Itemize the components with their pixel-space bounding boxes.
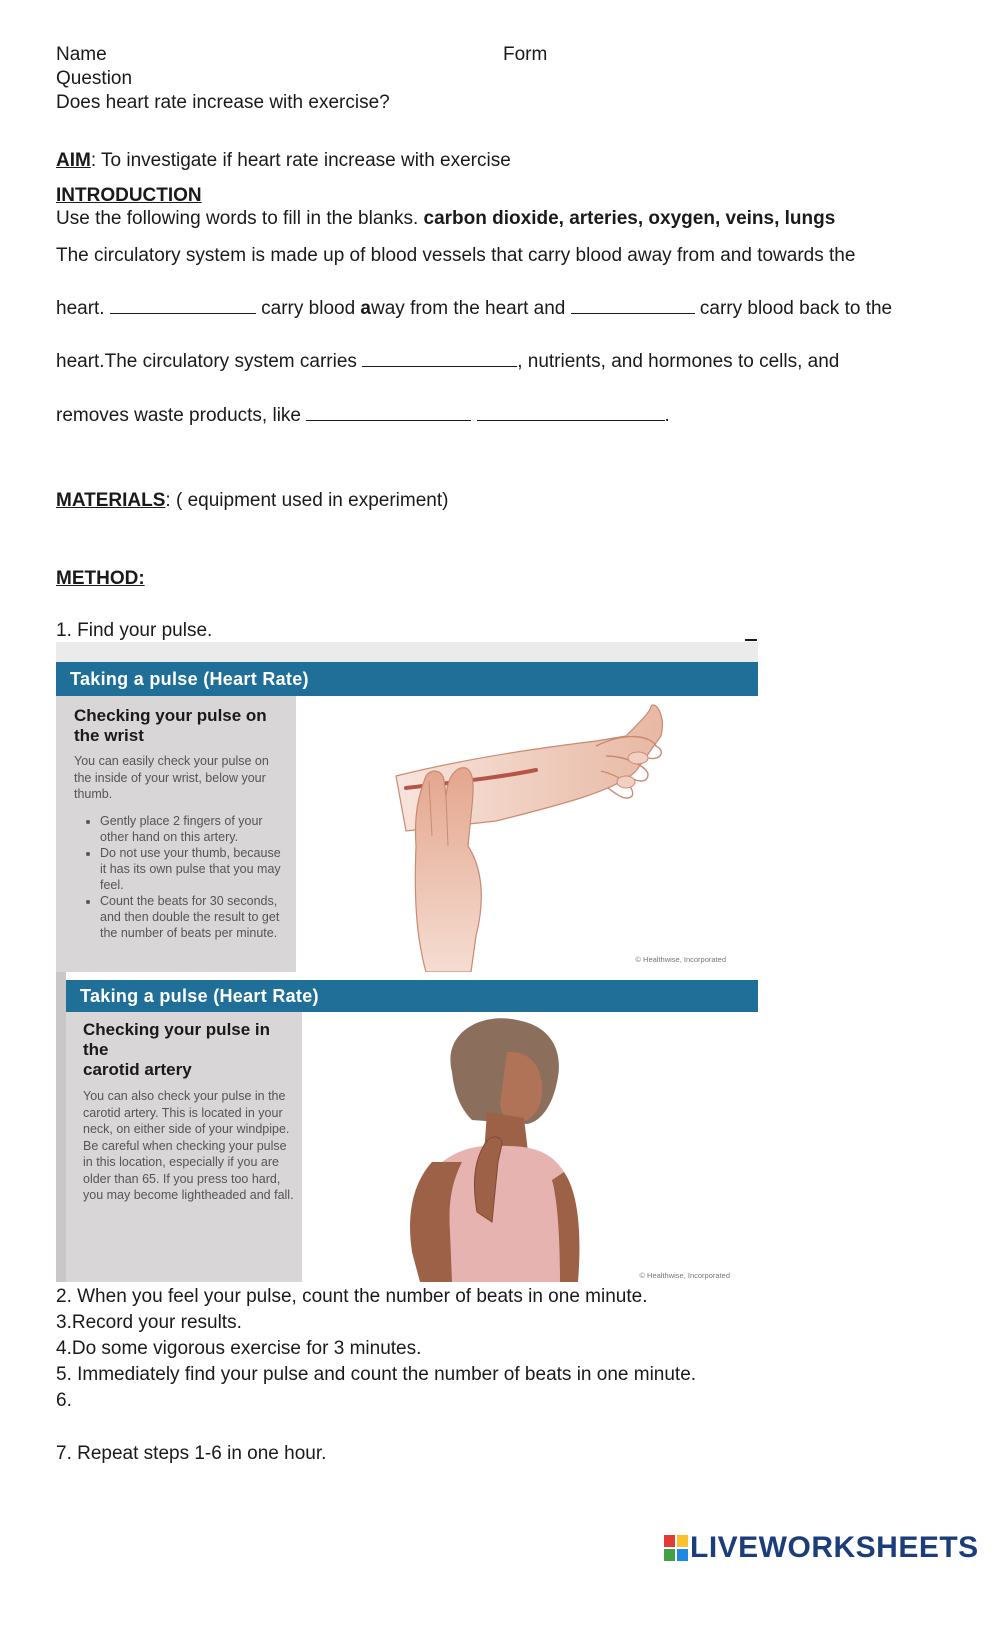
line2-text-b: carry blood xyxy=(255,298,361,319)
method-heading: METHOD: xyxy=(56,568,145,589)
intro-line-3 xyxy=(56,350,839,374)
question-label: Question xyxy=(56,68,133,89)
wrist-bullet: • Do not use your thumb, because it has its own pulse that you may feel. xyxy=(100,845,292,893)
wrist-figure-title: Taking a pulse (Heart Rate) xyxy=(56,662,758,696)
wrist-bullet-list xyxy=(74,813,292,941)
name-label: Name xyxy=(56,44,107,65)
line3-text-b: , nutrients, and hormones to cells, and xyxy=(517,351,840,372)
method-step-5: 5. Immediately find your pulse and count the number of beats in one minute. xyxy=(56,1364,697,1385)
wrist-pulse-figure xyxy=(56,642,758,972)
blank-arteries[interactable] xyxy=(110,299,256,314)
method-step-1: 1. Find your pulse. xyxy=(56,620,213,641)
blank-carbon-dioxide[interactable] xyxy=(306,406,471,421)
carotid-pulse-illustration xyxy=(302,1012,758,1282)
wrist-pulse-illustration xyxy=(296,696,758,972)
carotid-pulse-figure xyxy=(56,972,758,1282)
liveworksheets-logo[interactable] xyxy=(664,1531,979,1565)
wrist-bullet: • Count the beats for 30 seconds, and then double the result to get the number of beats per minute. xyxy=(100,893,292,941)
carotid-text-panel xyxy=(66,1012,302,1282)
method-step-3: 3.Record your results. xyxy=(56,1312,242,1333)
materials-text: : ( equipment used in experiment) xyxy=(165,490,449,511)
line2-bold-a: a xyxy=(360,298,371,319)
wrist-text-panel xyxy=(56,696,296,972)
introduction-heading: INTRODUCTION xyxy=(56,185,202,206)
carotid-body-6: older than 65. If you press too hard, xyxy=(83,1171,281,1186)
line2-text-a: heart. xyxy=(56,298,110,319)
carotid-body-7: you may become lightheaded and fall. xyxy=(83,1188,294,1202)
carotid-body-3: neck, on either side of your windpipe. xyxy=(83,1122,290,1136)
aim-label: AIM xyxy=(56,150,91,171)
wrist-credit: © Healthwise, Incorporated xyxy=(635,955,726,964)
line2-text-d: carry blood back to the xyxy=(694,298,893,319)
wrist-body-2: the inside of your wrist, below your xyxy=(74,770,266,785)
line4-period: . xyxy=(664,405,670,426)
carotid-left-strip xyxy=(56,972,66,1282)
intro-line-2 xyxy=(56,297,892,321)
wrist-heading-1: Checking your pulse on xyxy=(74,706,267,725)
materials-label: MATERIALS xyxy=(56,490,166,511)
carotid-body-1: You can also check your pulse in the xyxy=(83,1089,286,1103)
wrist-bullet: • Gently place 2 fingers of your other hand on this artery. xyxy=(100,813,292,845)
figure-top-strip xyxy=(56,642,758,662)
aim-line xyxy=(56,149,511,173)
line4-text-a: removes waste products, like xyxy=(56,405,307,426)
intro-line-4 xyxy=(56,404,670,428)
wrist-body-3: thumb. xyxy=(74,787,113,801)
carotid-credit: © Healthwise, Incorporated xyxy=(639,1271,730,1280)
method-step-4: 4.Do some vigorous exercise for 3 minutes. xyxy=(56,1338,422,1359)
logo-text: LIVEWORKSHEETS xyxy=(690,1531,979,1564)
intro-line-1: The circulatory system is made up of blood vessels that carry blood away from and towards the xyxy=(56,245,856,266)
method-step-2: 2. When you feel your pulse, count the number of beats in one minute. xyxy=(56,1286,648,1307)
logo-mark-icon xyxy=(664,1535,688,1561)
blank-veins[interactable] xyxy=(571,299,695,314)
small-dash xyxy=(745,639,757,641)
carotid-heading-2: carotid artery xyxy=(83,1060,192,1079)
question-text: Does heart rate increase with exercise? xyxy=(56,92,390,113)
carotid-body-5: in this location, especially if you are xyxy=(83,1155,279,1169)
materials-line xyxy=(56,489,448,513)
line2-text-c: way from the heart and xyxy=(371,298,571,319)
method-step-6: 6. xyxy=(56,1390,72,1411)
aim-text: : To investigate if heart rate increase with exercise xyxy=(90,150,511,171)
blank-lungs[interactable] xyxy=(477,406,665,421)
wrist-body-1: You can easily check your pulse on xyxy=(74,754,269,768)
line3-text-a: heart.The circulatory system carries xyxy=(56,351,363,372)
form-label: Form xyxy=(503,44,548,65)
method-step-7: 7. Repeat steps 1-6 in one hour. xyxy=(56,1443,327,1464)
word-bank: carbon dioxide, arteries, oxygen, veins, lungs xyxy=(423,208,836,229)
carotid-body-2: carotid artery. This is located in your xyxy=(83,1105,283,1120)
introduction-instruction xyxy=(56,207,835,231)
blank-oxygen[interactable] xyxy=(362,352,517,367)
carotid-heading-1: Checking your pulse in the xyxy=(83,1020,271,1059)
carotid-body-4: Be careful when checking your pulse xyxy=(83,1138,287,1153)
instruction-text: Use the following words to fill in the blanks. xyxy=(56,208,424,229)
wrist-heading-2: the wrist xyxy=(74,726,144,745)
carotid-figure-title: Taking a pulse (Heart Rate) xyxy=(66,980,758,1012)
